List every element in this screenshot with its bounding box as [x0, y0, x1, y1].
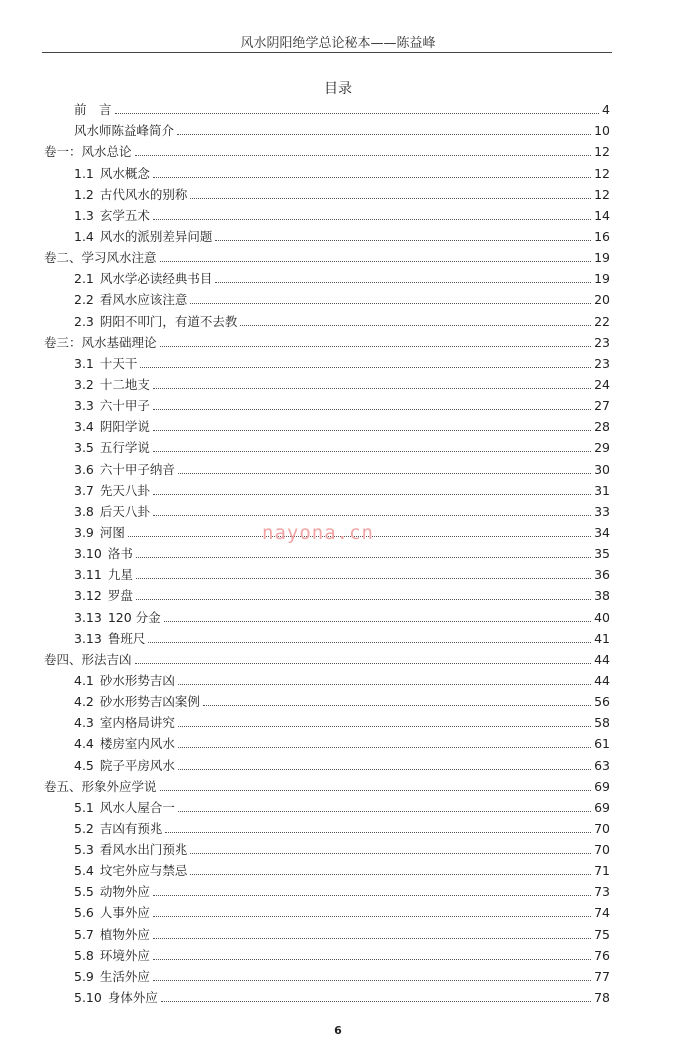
toc-entry-page: 31 — [594, 482, 610, 498]
toc-entry-text: 坟宅外应与禁忌 — [99, 863, 188, 879]
toc-title: 目录 — [324, 81, 352, 97]
toc-entry-number: 2.2 — [74, 292, 94, 308]
dot-leader — [160, 261, 592, 262]
toc-entry-text: 阴阳学说 — [99, 419, 150, 435]
toc-entry[interactable] — [44, 161, 610, 182]
toc-entry-page: 29 — [594, 440, 610, 456]
toc-entry-number: 1.4 — [74, 228, 94, 244]
dot-leader — [153, 515, 591, 516]
toc-entry-label — [74, 715, 175, 731]
dot-leader — [153, 409, 591, 410]
toc-entry-page: 77 — [594, 968, 610, 984]
toc-entry[interactable] — [44, 838, 610, 859]
toc-entry-number: 5.4 — [74, 863, 94, 879]
dot-leader — [190, 874, 591, 875]
dot-leader — [203, 705, 591, 706]
toc-entry-number: 5.7 — [74, 926, 94, 942]
toc-entry-text: 阴阳不叩门，有道不去教 — [99, 313, 238, 329]
toc-entry-text: 生活外应 — [99, 968, 150, 984]
toc-entry-text: 身体外应 — [107, 990, 158, 1006]
toc-entry-number: 3.6 — [74, 461, 94, 477]
dot-leader — [178, 726, 591, 727]
toc-entry-text: 人事外应 — [99, 905, 150, 921]
toc-entry-number: 5.1 — [74, 799, 94, 815]
toc-entry-page: 75 — [594, 926, 610, 942]
toc-entry-page: 61 — [594, 736, 610, 752]
toc-entry-text: 看风水出门预兆 — [99, 842, 188, 858]
toc-entry-text: 玄学五术 — [99, 207, 150, 223]
dot-leader — [153, 895, 591, 896]
toc-entry-text: 古代风水的别称 — [99, 186, 188, 202]
toc-entry-page: 19 — [594, 250, 610, 266]
dot-leader — [178, 811, 591, 812]
toc-entry-text: 砂水形势吉凶 — [99, 672, 175, 688]
toc-entry[interactable] — [44, 648, 610, 669]
toc-entry-label — [74, 694, 200, 710]
toc-entry-page: 69 — [594, 778, 610, 794]
toc-entry-label — [74, 821, 162, 837]
toc-entry-page: 12 — [594, 144, 610, 160]
toc-entry-label — [74, 504, 150, 520]
toc-entry-text: 先天八卦 — [99, 482, 150, 498]
toc-entry-text: 楼房室内风水 — [99, 736, 175, 752]
toc-entry-label — [74, 546, 133, 562]
dot-leader — [165, 832, 591, 833]
toc-entry-page: 16 — [594, 228, 610, 244]
dot-leader — [148, 642, 591, 643]
toc-entry-text: 风水师陈益峰简介 — [74, 123, 175, 139]
toc-entry-page: 69 — [594, 799, 610, 815]
toc-entry-page: 63 — [594, 757, 610, 773]
toc-entry-label — [74, 208, 150, 224]
toc-entry-text: 砂水形势吉凶案例 — [99, 694, 200, 710]
toc-entry-number: 5.10 — [74, 990, 102, 1006]
header-rule — [42, 52, 612, 53]
toc-entry[interactable] — [44, 690, 610, 711]
toc-entry-number: 3.1 — [74, 355, 94, 371]
dot-leader — [153, 494, 591, 495]
toc-entry-page: 23 — [594, 355, 610, 371]
toc-entry-label — [74, 927, 150, 943]
toc-entry[interactable] — [44, 352, 610, 373]
toc-entry-number: 5.6 — [74, 905, 94, 921]
toc-entry-text: 风水人屋合一 — [99, 799, 175, 815]
toc-entry-text: 六十甲子 — [99, 398, 150, 414]
toc-entry-label — [74, 123, 174, 139]
toc-entry[interactable] — [44, 204, 610, 225]
toc-entry-label — [44, 779, 157, 795]
dot-leader — [140, 367, 591, 368]
toc-entry[interactable] — [44, 627, 610, 648]
toc-entry[interactable] — [44, 225, 610, 246]
toc-entry[interactable] — [44, 901, 610, 922]
toc-entry[interactable] — [44, 944, 610, 965]
toc-entry-number: 3.3 — [74, 398, 94, 414]
toc-entry-page: 38 — [594, 588, 610, 604]
toc-entry-page: 12 — [594, 186, 610, 202]
toc-entry-page: 44 — [594, 651, 610, 667]
dot-leader — [190, 853, 591, 854]
dot-leader — [153, 916, 591, 917]
toc-entry-number: 3.12 — [74, 588, 102, 604]
toc-entry-label — [74, 905, 150, 921]
dot-leader — [153, 980, 591, 981]
toc-entry-label — [74, 440, 150, 456]
toc-entry[interactable] — [44, 119, 610, 140]
dot-leader — [160, 790, 592, 791]
dot-leader — [153, 177, 591, 178]
toc-entry-label — [74, 462, 175, 478]
toc-entry-page: 22 — [594, 313, 610, 329]
toc-entry-text: 环境外应 — [99, 947, 150, 963]
dot-leader — [215, 282, 591, 283]
toc-entry-text: 室内格局讲究 — [99, 715, 175, 731]
toc-entry-page: 36 — [594, 567, 610, 583]
toc-entry-text: 风水学必读经典书目 — [99, 271, 213, 287]
toc-entry-label — [74, 229, 212, 245]
toc-entry-label — [74, 884, 150, 900]
toc-entry-number: 4.4 — [74, 736, 94, 752]
toc-entry[interactable] — [44, 563, 610, 584]
toc-entry-text: 卷四、形法吉凶 — [44, 651, 132, 667]
page-number: 6 — [334, 1024, 342, 1037]
toc-entry-page: 4 — [602, 102, 610, 118]
toc-entry[interactable] — [44, 309, 610, 330]
toc-entry-number: 3.5 — [74, 440, 94, 456]
toc-entry-number: 4.5 — [74, 757, 94, 773]
toc-entry-label — [44, 335, 157, 351]
toc-entry-number: 4.1 — [74, 672, 94, 688]
toc-entry-text: 九星 — [107, 567, 133, 583]
toc-entry[interactable] — [44, 859, 610, 880]
toc-entry-text: 院子平房风水 — [99, 757, 175, 773]
toc-entry-label — [74, 377, 150, 393]
dot-leader — [190, 198, 591, 199]
toc-entry[interactable] — [44, 98, 610, 119]
toc-entry-page: 14 — [594, 207, 610, 223]
toc-entry-number: 3.10 — [74, 546, 102, 562]
toc-entry-text: 后天八卦 — [99, 503, 150, 519]
toc-entry-text: 卷五、形象外应学说 — [44, 778, 157, 794]
toc-entry-label — [74, 483, 150, 499]
toc-entry[interactable] — [44, 457, 610, 478]
toc-entry-label — [74, 398, 150, 414]
toc-entry[interactable] — [44, 331, 610, 352]
toc-entry-label — [74, 863, 187, 879]
toc-entry-page: 71 — [594, 863, 610, 879]
toc-entry-text: 卷一：风水总论 — [44, 144, 132, 160]
dot-leader — [153, 959, 591, 960]
running-header: 风水阴阳绝学总论秘本——陈益峰 — [240, 36, 436, 51]
toc-entry-number: 5.8 — [74, 947, 94, 963]
toc-entry[interactable] — [44, 711, 610, 732]
dot-leader — [160, 346, 592, 347]
toc-entry-number: 3.8 — [74, 503, 94, 519]
toc-entry[interactable] — [44, 605, 610, 626]
toc-entry-page: 19 — [594, 271, 610, 287]
toc-entry-label — [44, 652, 132, 668]
toc-entry-page: 76 — [594, 947, 610, 963]
dot-leader — [153, 219, 591, 220]
toc-entry-label — [74, 736, 175, 752]
toc-entry-text: 风水概念 — [99, 165, 150, 181]
toc-entry-text: 吉凶有预兆 — [99, 820, 163, 836]
toc-entry[interactable] — [44, 775, 610, 796]
toc-entry-label — [74, 525, 125, 541]
toc-entry-label — [74, 842, 187, 858]
dot-leader — [136, 557, 591, 558]
dot-leader — [153, 938, 591, 939]
toc-entry-text: 十二地支 — [99, 376, 150, 392]
toc-entry-page: 24 — [594, 376, 610, 392]
toc-entry-text: 五行学说 — [99, 440, 150, 456]
toc-entry[interactable] — [44, 584, 610, 605]
toc-entry[interactable] — [44, 817, 610, 838]
toc-entry-text: 六十甲子纳音 — [99, 461, 175, 477]
watermark: nayona.cn — [262, 522, 374, 544]
dot-leader — [153, 388, 591, 389]
toc-entry[interactable] — [44, 415, 610, 436]
toc-entry[interactable] — [44, 140, 610, 161]
toc-entry-page: 78 — [594, 990, 610, 1006]
toc-entry-label — [74, 800, 175, 816]
toc-entry-label — [74, 758, 175, 774]
dot-leader — [153, 451, 591, 452]
toc-entry-page: 10 — [594, 123, 610, 139]
toc-entry[interactable] — [44, 183, 610, 204]
toc-entry-label — [74, 292, 187, 308]
dot-leader — [115, 113, 600, 114]
toc-entry-label — [74, 419, 150, 435]
toc-entry-text: 十天干 — [99, 355, 138, 371]
toc-entry-text: 河图 — [99, 524, 125, 540]
dot-leader — [161, 1001, 591, 1002]
toc-entry[interactable] — [44, 267, 610, 288]
toc-entry-page: 56 — [594, 694, 610, 710]
toc-entry-number: 3.9 — [74, 524, 94, 540]
toc-entry-number: 3.13 — [74, 630, 102, 646]
dot-leader — [178, 684, 591, 685]
toc-entry[interactable] — [44, 394, 610, 415]
toc-entry-label — [74, 356, 137, 372]
toc-entry-label — [74, 102, 112, 118]
toc-entry-label — [74, 631, 145, 647]
toc-entry-number: 3.13 — [74, 609, 102, 625]
toc-entry-page: 23 — [594, 334, 610, 350]
toc-entry-page: 28 — [594, 419, 610, 435]
toc-entry[interactable] — [44, 986, 610, 1007]
toc-entry-page: 12 — [594, 165, 610, 181]
toc-entry-text: 洛书 — [107, 546, 133, 562]
toc-entry-page: 33 — [594, 503, 610, 519]
dot-leader — [240, 325, 591, 326]
toc-entry-number: 2.1 — [74, 271, 94, 287]
toc-entry-page: 44 — [594, 672, 610, 688]
toc-entry-text: 动物外应 — [99, 884, 150, 900]
toc-entry-number: 2.3 — [74, 313, 94, 329]
toc-entry[interactable] — [44, 542, 610, 563]
toc-entry-number: 1.1 — [74, 165, 94, 181]
toc-entry[interactable] — [44, 288, 610, 309]
toc-entry-text: 风水的派别差异问题 — [99, 228, 213, 244]
toc-entry-text: 植物外应 — [99, 926, 150, 942]
toc-entry-label — [74, 166, 150, 182]
dot-leader — [177, 134, 591, 135]
toc-entry-number: 3.4 — [74, 419, 94, 435]
toc-entry[interactable] — [44, 753, 610, 774]
toc-entry-label — [74, 588, 133, 604]
toc-entry[interactable] — [44, 880, 610, 901]
dot-leader — [135, 663, 592, 664]
toc-entry-text: 卷三：风水基础理论 — [44, 334, 157, 350]
toc-entry-label — [74, 673, 175, 689]
toc-entry-label — [74, 990, 158, 1006]
toc-entry-page: 35 — [594, 546, 610, 562]
toc-entry-text: 鲁班尺 — [107, 630, 146, 646]
toc-entry[interactable] — [44, 246, 610, 267]
toc-entry-text: 120 分金 — [107, 609, 161, 625]
dot-leader — [135, 155, 592, 156]
toc-entry-number: 3.11 — [74, 567, 102, 583]
dot-leader — [153, 430, 591, 431]
toc-entry-number: 5.5 — [74, 884, 94, 900]
toc-entry-number: 5.2 — [74, 820, 94, 836]
toc-entry-page: 74 — [594, 905, 610, 921]
toc-entry[interactable] — [44, 922, 610, 943]
toc-entry-page: 34 — [594, 524, 610, 540]
toc-entry-page: 41 — [594, 630, 610, 646]
dot-leader — [190, 303, 591, 304]
dot-leader — [136, 578, 591, 579]
toc-entry-label — [74, 969, 150, 985]
table-of-contents — [44, 98, 610, 1007]
toc-entry-page: 30 — [594, 461, 610, 477]
toc-entry-page: 27 — [594, 398, 610, 414]
toc-entry-number: 5.3 — [74, 842, 94, 858]
toc-entry-label — [74, 187, 187, 203]
toc-entry-number: 1.3 — [74, 207, 94, 223]
toc-entry-label — [74, 948, 150, 964]
toc-entry-number: 1.2 — [74, 186, 94, 202]
toc-entry-number: 5.9 — [74, 968, 94, 984]
toc-entry[interactable] — [44, 479, 610, 500]
toc-entry-label — [74, 567, 133, 583]
dot-leader — [178, 473, 591, 474]
toc-entry[interactable] — [44, 669, 610, 690]
toc-entry[interactable] — [44, 796, 610, 817]
toc-entry-number: 4.3 — [74, 715, 94, 731]
toc-entry-label — [74, 610, 161, 626]
toc-entry-page: 20 — [594, 292, 610, 308]
toc-entry[interactable] — [44, 965, 610, 986]
toc-entry[interactable] — [44, 500, 610, 521]
dot-leader — [178, 769, 591, 770]
toc-entry-number: 4.2 — [74, 694, 94, 710]
toc-entry-text: 看风水应该注意 — [99, 292, 188, 308]
toc-entry-label — [44, 250, 157, 266]
dot-leader — [215, 240, 591, 241]
toc-entry-page: 70 — [594, 842, 610, 858]
dot-leader — [178, 747, 591, 748]
toc-entry-page: 40 — [594, 609, 610, 625]
toc-entry-page: 70 — [594, 820, 610, 836]
toc-entry-label — [44, 144, 132, 160]
toc-entry-text: 卷二、学习风水注意 — [44, 250, 157, 266]
toc-entry[interactable] — [44, 436, 610, 457]
toc-entry-text: 罗盘 — [107, 588, 133, 604]
toc-entry-number: 3.2 — [74, 376, 94, 392]
toc-entry-label — [74, 271, 212, 287]
toc-entry[interactable] — [44, 373, 610, 394]
toc-entry-page: 58 — [594, 715, 610, 731]
toc-entry-label — [74, 314, 237, 330]
toc-entry-number: 3.7 — [74, 482, 94, 498]
toc-entry[interactable] — [44, 732, 610, 753]
dot-leader — [136, 599, 591, 600]
toc-entry-page: 73 — [594, 884, 610, 900]
dot-leader — [164, 621, 591, 622]
toc-entry-text: 前 言 — [74, 102, 112, 118]
